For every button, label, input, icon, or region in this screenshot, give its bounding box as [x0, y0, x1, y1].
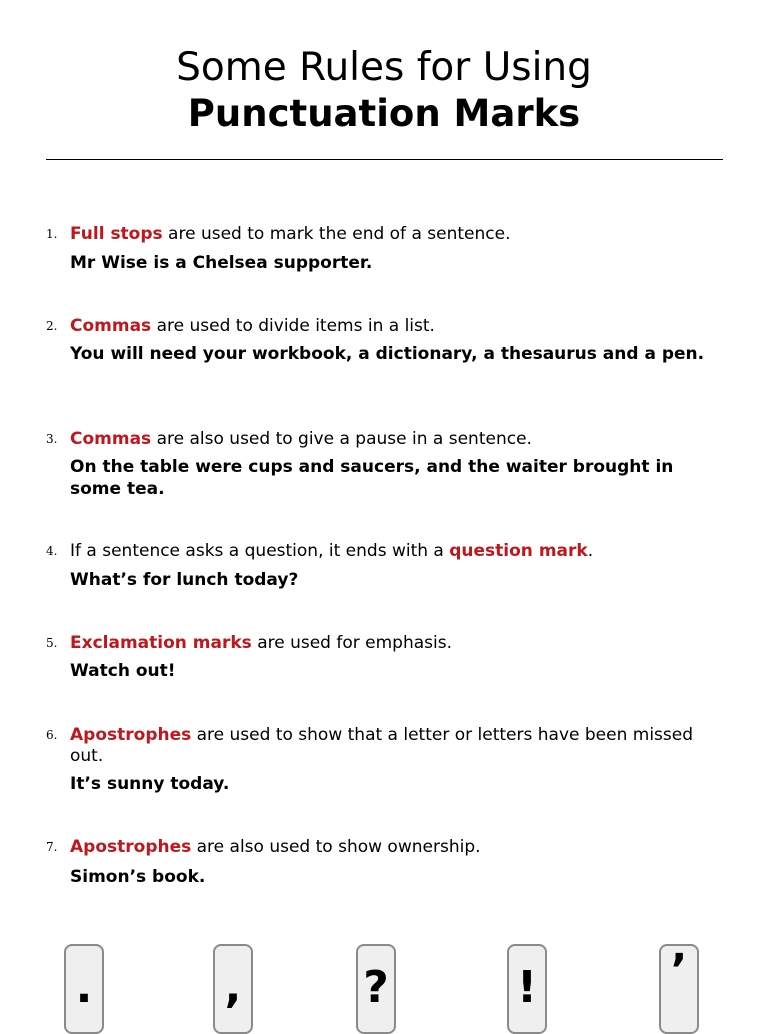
- rule-description: [70, 429, 720, 450]
- rule-number: 2.: [46, 319, 58, 333]
- rule-example: It’s sunny today.: [70, 774, 230, 794]
- rule-number: 4.: [46, 544, 58, 558]
- rule-description: [70, 837, 720, 858]
- rule-example: What’s for lunch today?: [70, 570, 299, 590]
- rule-number: 7.: [46, 840, 58, 854]
- page-title: [0, 44, 768, 136]
- rule-example: Simon’s book.: [70, 867, 206, 887]
- rule-term: Full stops: [70, 224, 163, 244]
- title-line-2: Punctuation Marks: [187, 92, 581, 135]
- rule-term: Commas: [70, 429, 152, 449]
- rule-example: Mr Wise is a Chelsea supporter.: [70, 253, 373, 273]
- comma-key: ,: [213, 944, 253, 1034]
- rule-example: On the table were cups and saucers, and the waiter brought in some tea.: [70, 457, 674, 499]
- apostrophe-key: ’: [659, 944, 699, 1034]
- title-line-1: Some Rules for Using: [176, 45, 592, 90]
- title-divider: [46, 159, 723, 160]
- rule-term: Commas: [70, 316, 152, 336]
- rule-text-part: are used to mark the end of a sentence.: [162, 224, 511, 244]
- rule-text-part: are also used to give a pause in a sentence.: [151, 429, 532, 449]
- rule-description: [70, 224, 720, 245]
- rule-number: 3.: [46, 432, 58, 446]
- rule-text-part: are also used to show ownership.: [191, 837, 481, 857]
- rule-example: You will need your workbook, a dictionary, a thesaurus and a pen.: [70, 344, 705, 364]
- rule-text-part: If a sentence asks a question, it ends with a: [70, 541, 450, 561]
- rule-text-part: are used for emphasis.: [251, 633, 453, 653]
- rule-text-part: are used to divide items in a list.: [151, 316, 435, 336]
- rule-text-part: .: [587, 541, 594, 561]
- punctuation-keys: [0, 944, 768, 1024]
- rule-term: Apostrophes: [70, 725, 192, 745]
- rule-text-part: are used to show that a letter or letters have been missed out.: [70, 725, 694, 766]
- rule-description: [70, 725, 720, 767]
- rule-term: question mark: [449, 541, 588, 561]
- rule-number: 5.: [46, 636, 58, 650]
- full-stop-key: .: [64, 944, 104, 1034]
- question-mark-key: ?: [356, 944, 396, 1034]
- exclamation-mark-key: !: [507, 944, 547, 1034]
- rule-term: Apostrophes: [70, 837, 192, 857]
- rule-number: 6.: [46, 728, 58, 742]
- rule-description: [70, 633, 720, 654]
- rule-term: Exclamation marks: [70, 633, 252, 653]
- rule-number: 1.: [46, 227, 58, 241]
- rule-description: [70, 541, 720, 562]
- rule-example: Watch out!: [70, 661, 176, 681]
- rule-description: [70, 316, 720, 337]
